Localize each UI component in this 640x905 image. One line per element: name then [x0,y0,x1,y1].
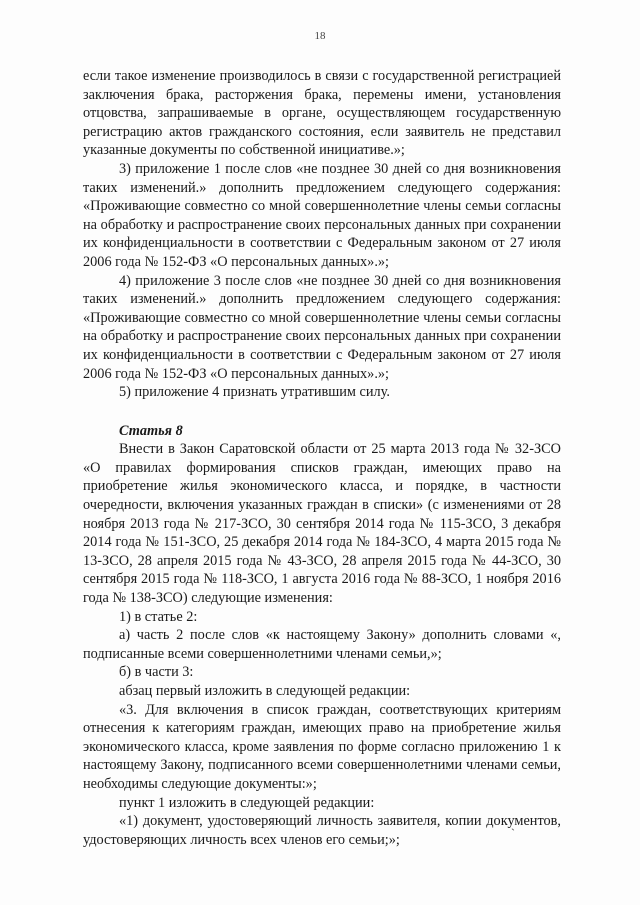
article-paragraph: Внести в Закон Саратовской области от 25 марта 2013 года № 32-ЗСО «О правилах формирования списков граждан, имеющих право на приобретение жилья экономического класса, и порядке, в частности очередности, включения указанных граждан в списки» (с изменениями от 28 ноября 2013 года № 217-ЗСО, 30 сентября 2014 года № 115-ЗСО, 3 декабря 2014 года № 151-ЗСО, 25 декабря 2014 года № 184-ЗСО, 4 марта 2015 года № 13-ЗСО, 28 апреля 2015 года № 43-ЗСО, 28 апреля 2015 года № 44-ЗСО, 30 сентября 2015 года № 118-ЗСО, 1 августа 2016 года № 88-ЗСО, 1 ноября 2016 года № 138-ЗСО) следующие изменения: [83,441,561,607]
article-paragraph: абзац первый изложить в следующей редакции: [119,683,411,699]
article-paragraph: «3. Для включения в список граждан, соответствующих критериям отнесения к категориям граждан, имеющих право на приобретение жилья экономического класса, кроме заявления по форме согласно приложению 1 к настоящему Закону, подписанного всеми совершеннолетними членами семьи, необходимы следующие документы:»; [83,701,561,792]
paragraph-item-3: 3) приложение 1 после слов «не позднее 30 дней со дня возникновения таких изменений.» дополнить предложением следующего содержания: «Проживающие совместно со мной совершеннолетние члены семьи согласны на обработку и распространение своих персональных данных при сохранении их конфиденциальности в соответствии с Федеральным законом от 27 июля 2006 года № 152-ФЗ «О персональных данных».»; [83,160,561,270]
document-body [83,67,561,849]
article-paragraph: «1) документ, удостоверяющий личность заявителя, копии документов, удостоверяющих личность всех членов его семьи;»; [83,813,561,848]
article-paragraph: б) в части 3: [119,664,194,681]
paragraph-item-4: 4) приложение 3 после слов «не позднее 30 дней со дня возникновения таких изменений.» дополнить предложением следующего содержания: «Проживающие совместно со мной совершеннолетние члены семьи согласны на обработку и распространение своих персональных данных при сохранении их конфиденциальности в соответствии с Федеральным законом от 27 июля 2006 года № 152-ФЗ «О персональных данных».»; [83,272,561,382]
article-paragraph: 1) в статье 2: [119,608,198,625]
paragraph-continuation: если такое изменение производилось в связи с государственной регистрацией заключения брака, расторжения брака, перемены имени, установления отцовства, запрашиваемые в органе, осуществляющем государственную регистрацию актов гражданского состояния, если заявитель не представил указанные документы по собственной инициативе.»; [83,68,561,159]
article-heading: Статья 8 [119,422,183,439]
page-number: 18 [314,30,326,42]
margin-mark: ` [511,826,515,840]
article-paragraph: а) часть 2 после слов «к настоящему Закону» дополнить словами «, подписанные всеми совершеннолетними членами семьи,»; [83,627,561,662]
paragraph-item-5: 5) приложение 4 признать утратившим силу. [119,384,390,401]
article-paragraph: пункт 1 изложить в следующей редакции: [119,794,375,811]
